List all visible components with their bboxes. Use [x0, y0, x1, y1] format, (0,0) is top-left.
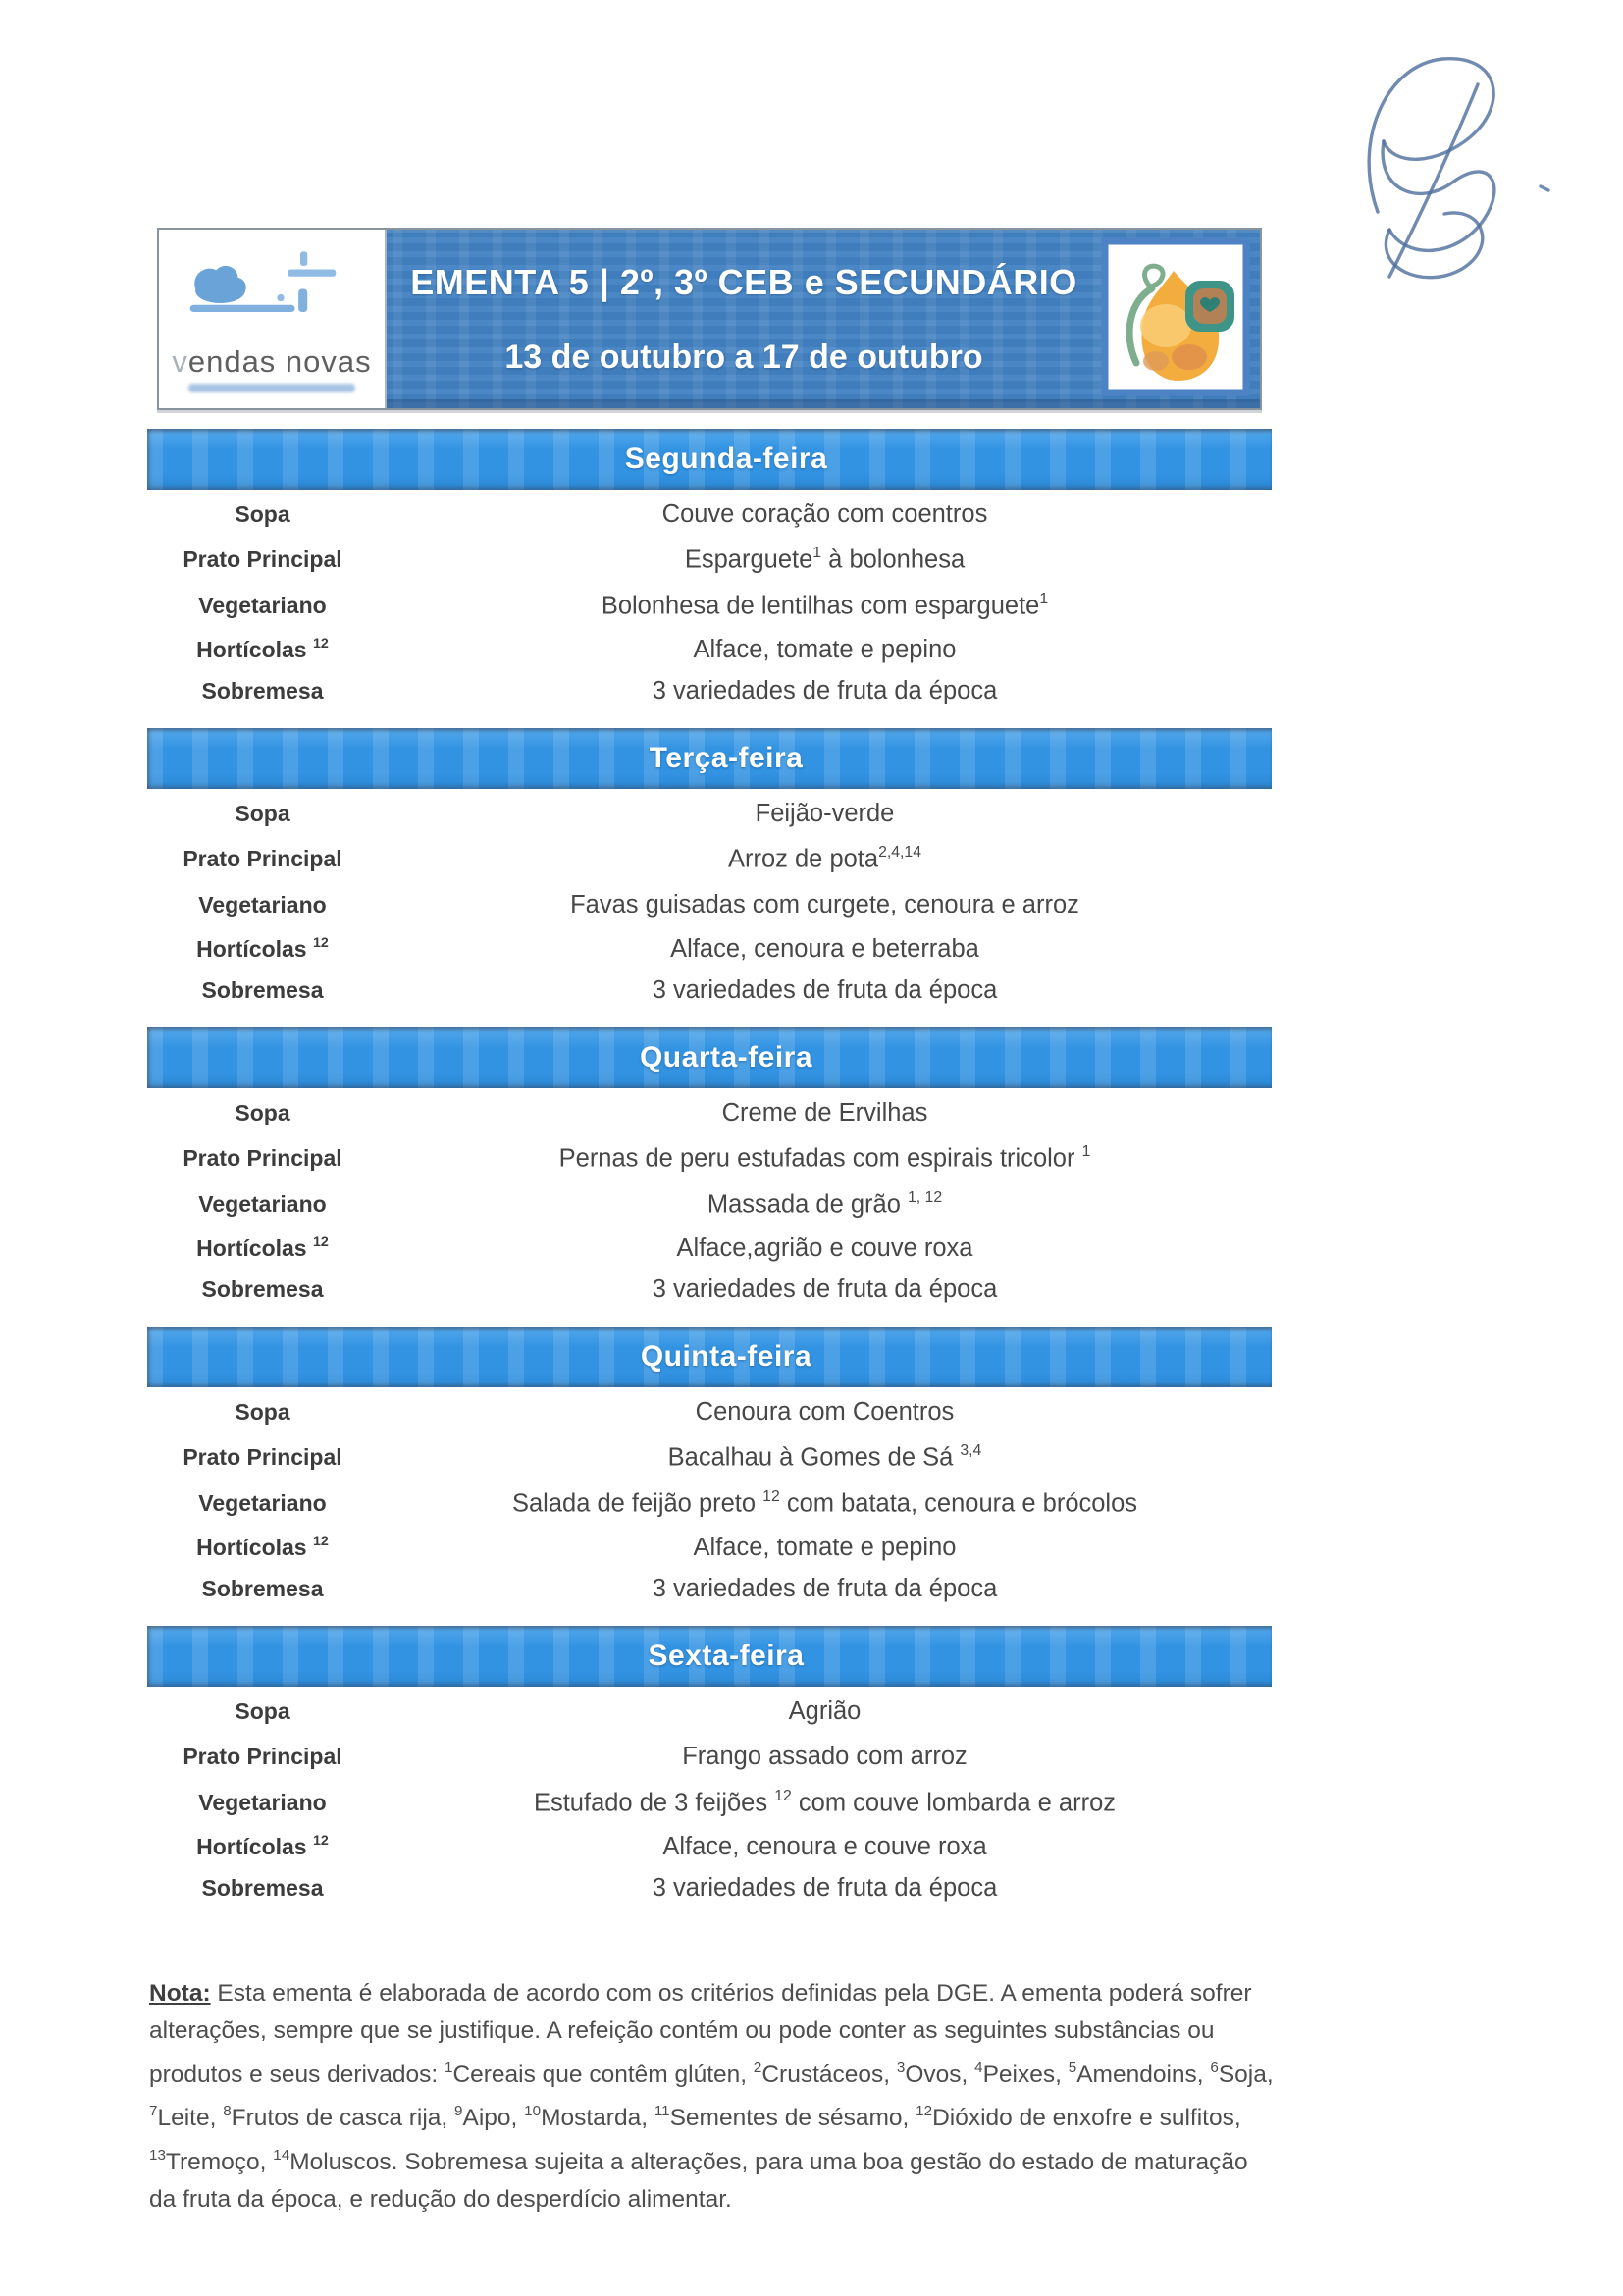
course-label	[147, 846, 378, 872]
day-rows	[147, 1387, 1272, 1608]
menu-row	[147, 1227, 1272, 1270]
day-title: Terça-feira	[649, 742, 804, 774]
text-segment: Hortícolas	[196, 1535, 313, 1560]
course-label	[147, 892, 378, 918]
allergen-superscript: 3	[896, 2059, 906, 2076]
allergen-superscript: 10	[524, 2103, 542, 2120]
text-segment: Moluscos. Sobremesa sujeita a alterações, para uma boa gestão do estado de maturação da fruta da época, e redução do desperdício alimentar.	[149, 2148, 1248, 2214]
allergen-superscript: 3,4	[960, 1441, 982, 1459]
text-segment: Bacalhau à Gomes de Sá	[667, 1443, 961, 1472]
dish-text	[378, 976, 1272, 1005]
text-segment: Prato Principal	[183, 1145, 342, 1171]
menu-row	[147, 492, 1272, 537]
text-segment: à bolonhesa	[821, 546, 966, 574]
dish-text	[378, 891, 1272, 919]
day-rows	[147, 1088, 1272, 1309]
text-segment: Sopa	[235, 1398, 290, 1425]
day-section	[147, 429, 1272, 710]
allergen-superscript: 1	[1081, 1142, 1091, 1160]
allergen-superscript: 12	[313, 1534, 329, 1550]
course-label	[147, 1834, 378, 1860]
dish-text	[378, 1743, 1272, 1771]
text-segment: 3 variedades de fruta da época	[652, 1574, 998, 1602]
allergen-superscript: 12	[313, 1833, 329, 1850]
course-label	[147, 501, 378, 528]
course-label	[147, 1875, 378, 1902]
dish-text	[378, 1833, 1272, 1861]
day-rows	[147, 789, 1272, 1010]
text-segment: Esta ementa é elaborada de acordo com os critérios definidas pela DGE. A ementa poderá sofrer alterações, sempre que se justifique. A refeição contém ou pode conter as seguintes substâncias ou produtos e seus derivados:	[149, 1979, 1252, 2088]
allergen-superscript: 1	[445, 2059, 453, 2076]
dish-text	[378, 935, 1272, 964]
day-header-bar	[147, 1327, 1272, 1387]
text-segment: Couve coração com coentros	[661, 499, 988, 528]
dish-text	[378, 845, 1272, 874]
course-label	[147, 637, 378, 663]
text-segment: Feijão-verde	[755, 799, 895, 827]
text-segment: Sementes de sésamo,	[669, 2105, 916, 2132]
menu-title: EMENTA 5 | 2º, 3º CEB e SECUNDÁRIO	[410, 261, 1077, 302]
course-label	[147, 547, 378, 573]
menu-row	[147, 1734, 1272, 1780]
course-label	[147, 1576, 378, 1602]
allergen-superscript: 8	[223, 2103, 232, 2120]
day-section	[147, 728, 1272, 1010]
text-segment: Creme de Ervilhas	[721, 1098, 928, 1126]
allergen-superscript: 1	[1039, 590, 1049, 607]
day-rows	[147, 1687, 1272, 1907]
day-title: Quarta-feira	[639, 1041, 813, 1073]
text-segment: Hortícolas	[196, 637, 313, 662]
menu-row	[147, 583, 1272, 629]
text-segment: Soja,	[1218, 2061, 1274, 2088]
text-segment: Agrião	[788, 1696, 862, 1725]
dish-text	[378, 677, 1272, 705]
text-segment: Tremoço,	[165, 2148, 274, 2175]
text-segment: Bolonhesa de lentilhas com esparguete	[601, 592, 1040, 620]
menu-row	[147, 1868, 1272, 1907]
day-rows	[147, 490, 1272, 710]
text-segment: Dióxido de enxofre e sulfitos,	[932, 2105, 1241, 2132]
allergen-superscript: 12	[774, 1787, 792, 1804]
course-label	[147, 801, 378, 827]
text-segment: Peixes,	[982, 2061, 1069, 2088]
text-segment: Salada de feijão preto	[511, 1489, 763, 1518]
text-segment: Hortícolas	[196, 1834, 313, 1859]
course-label	[147, 1535, 378, 1561]
course-label	[147, 936, 378, 963]
text-segment: Alface, cenoura e couve roxa	[662, 1833, 987, 1860]
menu-row	[147, 836, 1272, 882]
logo-illustration-icon	[174, 246, 370, 340]
note-text	[149, 1975, 1278, 2219]
dish-text	[378, 592, 1272, 621]
text-segment: Vegetariano	[198, 1790, 327, 1815]
text-segment: Favas guisadas com curgete, cenoura e arroz	[570, 891, 1079, 918]
text-segment: Prato Principal	[183, 547, 342, 572]
menu-date-range: 13 de outubro a 17 de outubro	[504, 338, 983, 376]
menu-row	[147, 537, 1272, 583]
menu-row	[147, 671, 1272, 710]
menu-row	[147, 970, 1272, 1010]
dish-text	[378, 636, 1272, 664]
text-segment: Crustáceos,	[761, 2061, 897, 2088]
menu-row	[147, 882, 1272, 928]
day-header-bar	[147, 1626, 1272, 1687]
text-segment: Aipo,	[462, 2105, 525, 2132]
text-segment: 3 variedades de fruta da época	[652, 1275, 998, 1303]
dish-text	[378, 1234, 1272, 1263]
allergen-superscript: 1, 12	[907, 1188, 943, 1206]
text-segment: Sopa	[235, 1099, 290, 1125]
note-label: Nota:	[149, 1979, 211, 2007]
day-header-bar	[147, 429, 1272, 490]
dish-text	[378, 500, 1272, 529]
header-banner	[157, 228, 1262, 410]
day-section	[147, 1327, 1272, 1608]
dish-text	[378, 1443, 1272, 1473]
dish-text	[378, 1874, 1272, 1903]
day-section	[147, 1027, 1272, 1309]
text-segment: Pernas de peru estufadas com espirais tricolor	[558, 1144, 1082, 1173]
dish-text	[378, 1489, 1272, 1519]
text-segment: Esparguete	[684, 546, 813, 574]
text-segment: Alface,agrião e couve roxa	[676, 1234, 973, 1262]
dish-text	[378, 1575, 1272, 1603]
menu-sections	[147, 429, 1272, 1925]
day-title: Quinta-feira	[640, 1340, 812, 1373]
text-segment: Alface, tomate e pepino	[693, 636, 957, 663]
text-segment: Vegetariano	[198, 1490, 327, 1516]
menu-row	[147, 629, 1272, 671]
menu-row	[147, 1135, 1272, 1181]
text-segment: Vegetariano	[198, 892, 327, 917]
text-segment: Mostarda,	[541, 2105, 654, 2132]
course-label	[147, 1277, 378, 1303]
allergen-superscript: 2	[753, 2059, 762, 2076]
text-segment: Hortícolas	[196, 1235, 313, 1261]
menu-row	[147, 1435, 1272, 1481]
text-segment: Alface, cenoura e beterraba	[670, 935, 979, 963]
allergen-superscript: 12	[313, 636, 329, 652]
fruit-illustration	[1101, 237, 1250, 401]
course-label	[147, 1191, 378, 1218]
menu-row	[147, 1270, 1272, 1309]
text-segment: Massada de grão	[707, 1190, 908, 1219]
text-segment: Sobremesa	[201, 1874, 324, 1901]
banner-titles	[387, 230, 1101, 408]
dish-text	[378, 1099, 1272, 1127]
logo-text: vendas novas	[172, 343, 372, 379]
course-label	[147, 1790, 378, 1816]
text-segment: 3 variedades de fruta da época	[652, 975, 998, 1004]
dish-text	[378, 1190, 1272, 1220]
allergen-superscript: 12	[313, 1234, 329, 1251]
menu-row	[147, 1689, 1272, 1734]
text-segment: Frutos de casca rija,	[231, 2105, 455, 2132]
allergen-superscript: 1	[812, 544, 822, 561]
allergen-superscript: 13	[149, 2146, 166, 2164]
allergen-superscript: 5	[1068, 2059, 1077, 2076]
menu-row	[147, 1481, 1272, 1527]
course-label	[147, 1698, 378, 1725]
text-segment: Sopa	[235, 800, 290, 826]
menu-row	[147, 1389, 1272, 1435]
municipality-logo	[159, 230, 387, 408]
text-segment: Sobremesa	[201, 677, 324, 704]
text-segment: Sopa	[235, 1697, 290, 1724]
text-segment: 3 variedades de fruta da época	[652, 1873, 998, 1902]
text-segment: Amendoins,	[1076, 2061, 1211, 2088]
course-label	[147, 1399, 378, 1426]
text-segment: Frango assado com arroz	[682, 1743, 968, 1770]
menu-row	[147, 1527, 1272, 1569]
text-segment: Ovos,	[905, 2061, 975, 2088]
allergen-superscript: 4	[974, 2059, 983, 2076]
menu-row	[147, 1826, 1272, 1868]
day-title: Segunda-feira	[624, 443, 828, 475]
text-segment: Arroz de pota	[727, 845, 879, 873]
menu-row	[147, 928, 1272, 970]
text-segment: Prato Principal	[183, 1444, 342, 1470]
course-label	[147, 1235, 378, 1262]
logo-tagline-blur	[188, 384, 355, 392]
text-segment: com batata, cenoura e brócolos	[779, 1489, 1138, 1518]
text-segment: 3 variedades de fruta da época	[652, 676, 998, 704]
course-label	[147, 977, 378, 1004]
text-segment: Prato Principal	[183, 846, 342, 871]
course-label	[147, 678, 378, 704]
allergen-superscript: 11	[654, 2103, 670, 2120]
text-segment: Alface, tomate e pepino	[693, 1534, 957, 1561]
text-segment: Sobremesa	[201, 976, 324, 1003]
dish-text	[378, 1398, 1272, 1427]
menu-row	[147, 1569, 1272, 1608]
dish-text	[378, 800, 1272, 828]
course-label	[147, 1490, 378, 1517]
course-label	[147, 593, 378, 619]
course-label	[147, 1444, 378, 1471]
allergen-superscript: 9	[454, 2103, 463, 2120]
allergen-superscript: 12	[762, 1487, 780, 1505]
dish-text	[378, 546, 1272, 575]
text-segment: Cereais que contêm glúten,	[452, 2061, 754, 2088]
text-segment: com couve lombarda e arroz	[791, 1789, 1117, 1817]
menu-row	[147, 1181, 1272, 1227]
allergen-superscript: 7	[149, 2103, 158, 2120]
dish-text	[378, 1534, 1272, 1562]
fruit-drawing-icon	[1101, 237, 1250, 396]
course-label	[147, 1100, 378, 1126]
course-label	[147, 1145, 378, 1172]
text-segment: Estufado de 3 feijões	[533, 1789, 775, 1817]
text-segment: Sopa	[235, 500, 290, 527]
text-segment: Leite,	[157, 2105, 224, 2132]
signature-scribble	[1335, 47, 1570, 292]
dish-text	[378, 1697, 1272, 1726]
text-segment: Vegetariano	[198, 593, 327, 618]
text-segment: Prato Principal	[183, 1744, 342, 1769]
text-segment: Sobremesa	[201, 1575, 324, 1601]
allergen-superscript: 6	[1210, 2059, 1219, 2076]
text-segment: Vegetariano	[198, 1191, 327, 1217]
menu-row	[147, 1780, 1272, 1826]
day-header-bar	[147, 1027, 1272, 1088]
allergen-superscript: 12	[916, 2103, 933, 2120]
course-label	[147, 1744, 378, 1770]
day-section	[147, 1626, 1272, 1907]
allergen-superscript: 12	[313, 935, 329, 952]
day-header-bar	[147, 728, 1272, 789]
dish-text	[378, 1144, 1272, 1174]
allergen-superscript: 14	[273, 2146, 290, 2164]
text-segment: Sobremesa	[201, 1276, 324, 1302]
text-segment: Hortícolas	[196, 936, 313, 962]
allergen-superscript: 2,4,14	[878, 843, 921, 861]
dish-text	[378, 1276, 1272, 1304]
dish-text	[378, 1789, 1272, 1818]
menu-row	[147, 791, 1272, 836]
menu-row	[147, 1090, 1272, 1135]
day-title: Sexta-feira	[648, 1640, 805, 1672]
text-segment: Cenoura com Coentros	[695, 1397, 955, 1426]
